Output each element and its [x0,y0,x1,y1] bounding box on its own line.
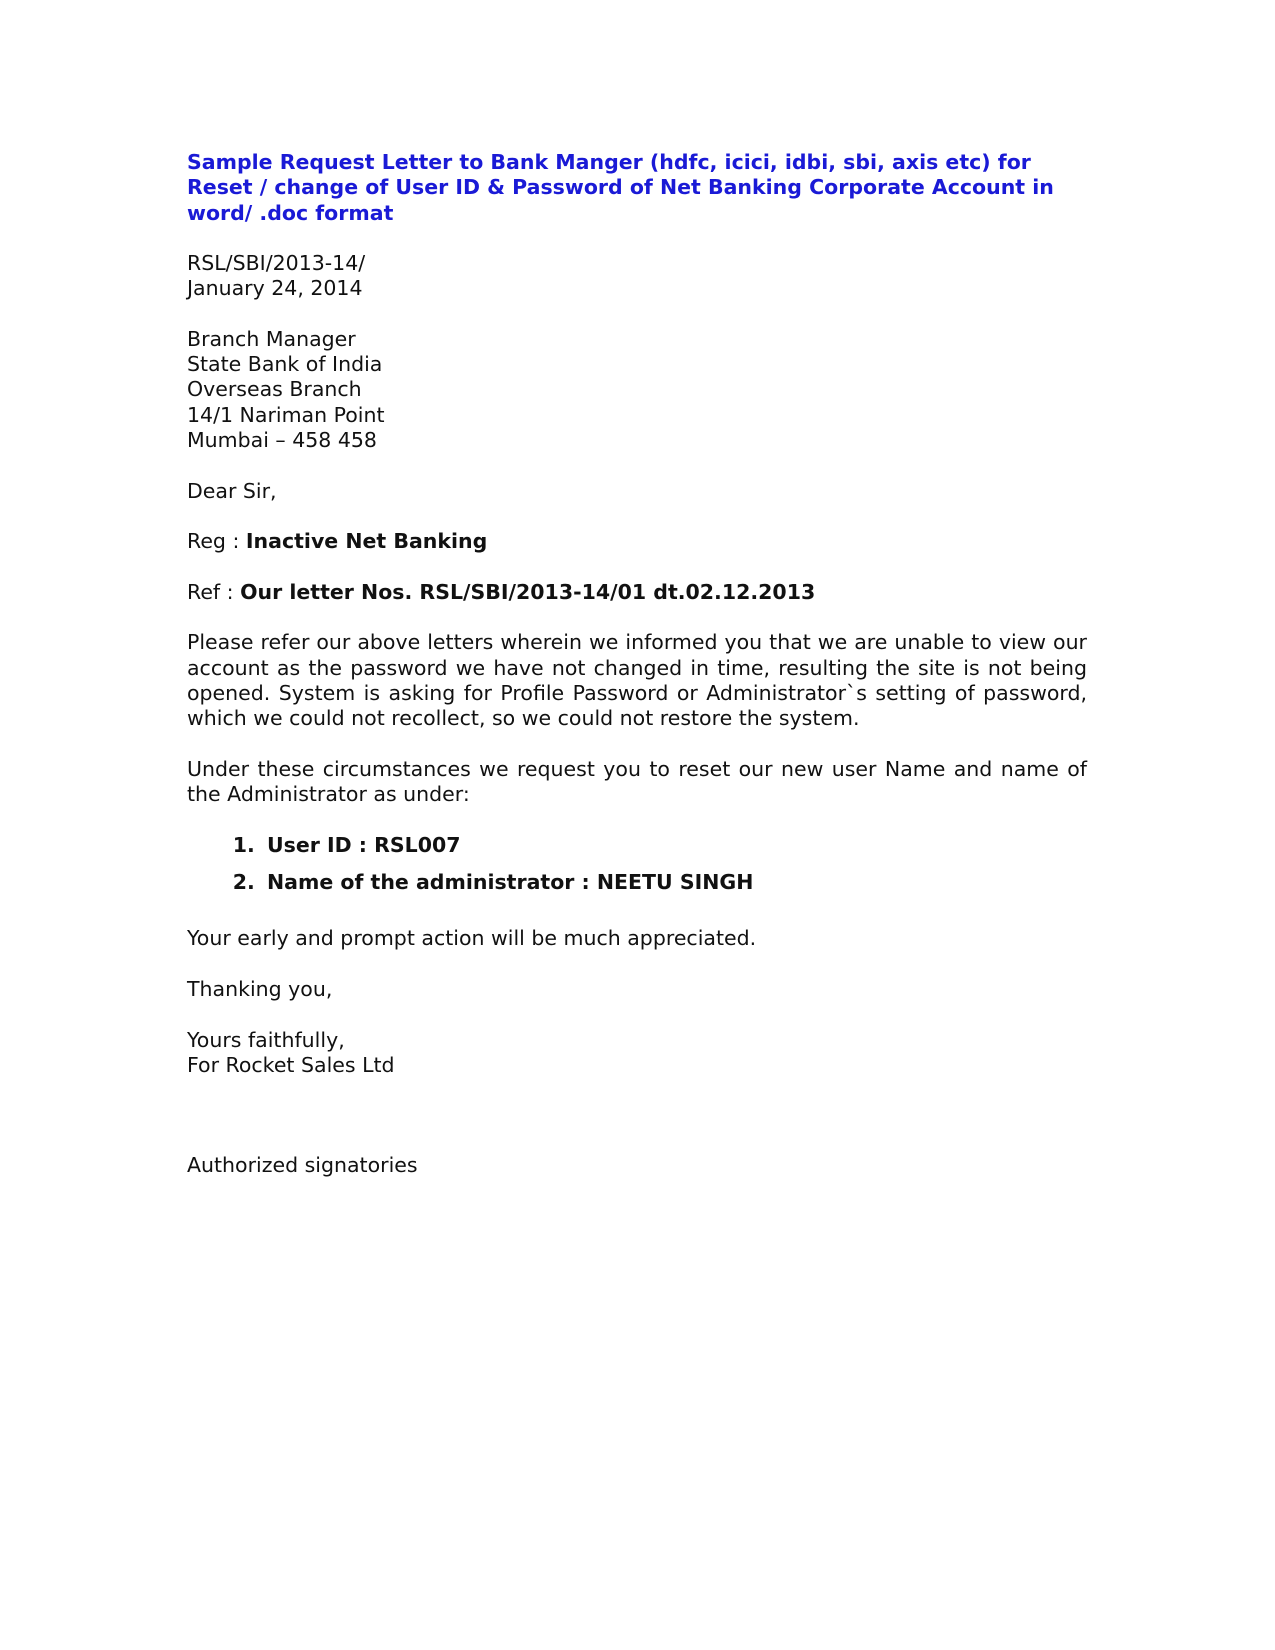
recipient-line-4: 14/1 Nariman Point [187,402,385,427]
sign-off-block [187,1028,1087,1079]
body-paragraph-2: Under these circumstances we request you to reset our new user Name and name of the Administrator as under: [187,756,1087,807]
thanks-line: Thanking you, [187,976,333,1001]
closing-request: Your early and prompt action will be much appreciated. [187,926,757,951]
reference-number: RSL/SBI/2013-14/ [187,250,366,275]
list-item: 1. User ID : RSL007 [262,833,1087,858]
signature-space [187,1078,1087,1153]
ref-label: Ref : [187,579,234,604]
subject-ref [187,580,1087,605]
salutation: Dear Sir, [187,478,277,503]
reg-label: Reg : [187,529,240,554]
signatory-line: Authorized signatories [187,1153,418,1178]
company-name: For Rocket Sales Ltd [187,1052,395,1077]
recipient-line-5: Mumbai – 458 458 [187,427,377,452]
body-paragraph-1: Please refer our above letters wherein we informed you that we are unable to view our account as the password we have not changed in time, resulting the site is not being opened. System is asking for Profile Password or Administrator`s setting of password, which we could not recollect, so we could not restore the system. [187,630,1087,731]
reg-value: Inactive Net Banking [245,529,488,554]
list-item: 2. Name of the administrator : NEETU SINGH [262,870,1087,895]
recipient-address [187,327,1087,453]
letter-date: January 24, 2014 [187,276,363,301]
recipient-line-3: Overseas Branch [187,377,362,402]
letter-page [187,150,1087,1204]
recipient-line-1: Branch Manager [187,326,356,351]
reference-date-block [187,251,1087,302]
sign-off: Yours faithfully, [187,1027,345,1052]
ref-value: Our letter Nos. RSL/SBI/2013-14/01 dt.02.12.2013 [240,579,816,604]
subject-reg [187,529,1087,554]
recipient-line-2: State Bank of India [187,352,383,377]
request-items-list [187,833,1087,896]
letter-title: Sample Request Letter to Bank Manger (hdfc, icici, idbi, sbi, axis etc) for Reset / change of User ID & Password of Net Banking Corporate Account in word/ .doc format [187,150,1054,225]
